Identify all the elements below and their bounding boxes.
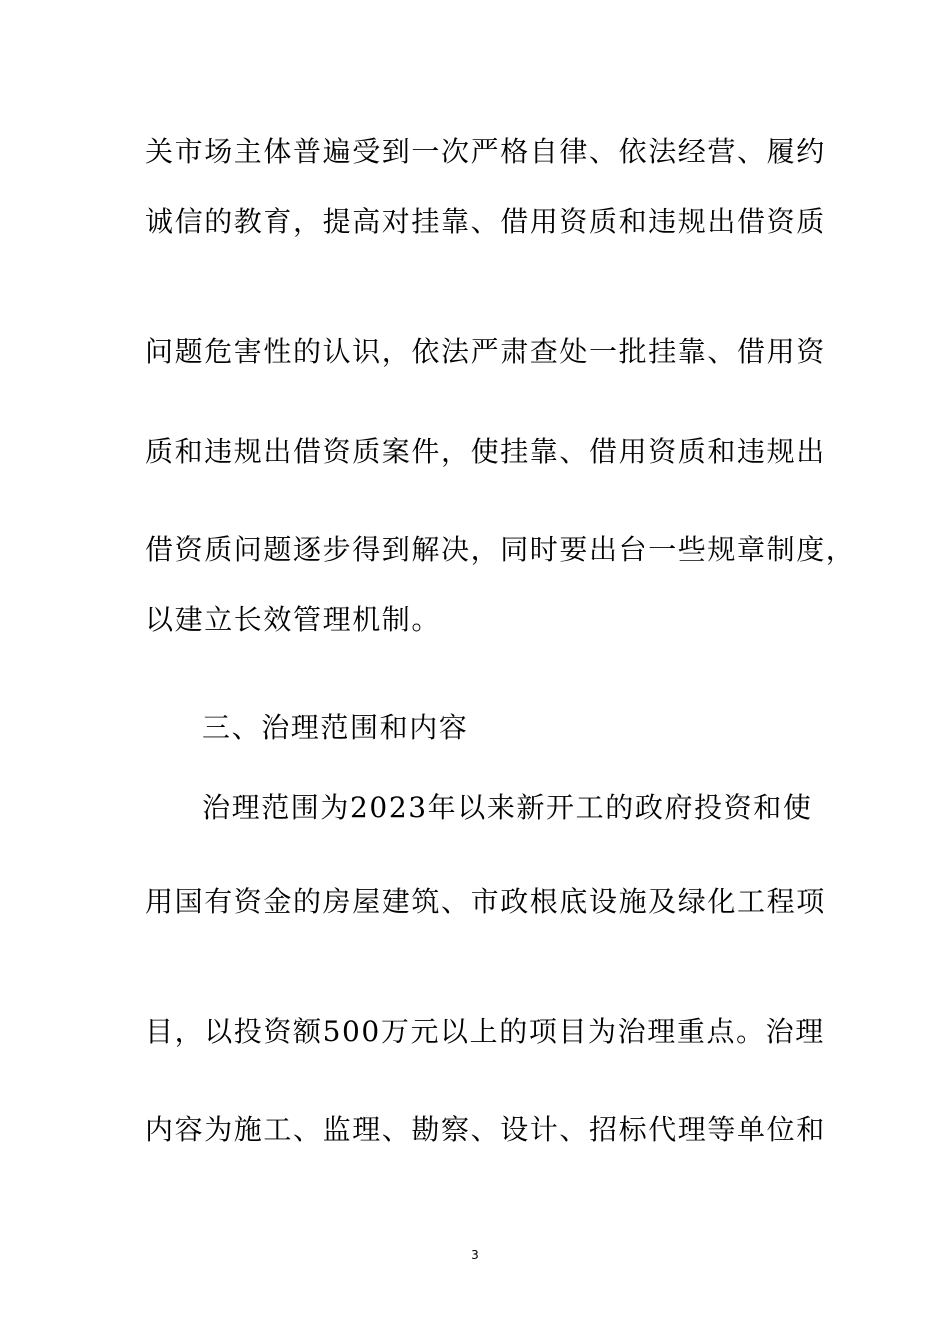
body-text-line: 借资质问题逐步得到解决，同时要出台一些规章制度， xyxy=(145,533,856,566)
body-text-line: 质和违规出借资质案件，使挂靠、借用资质和违规出 xyxy=(145,435,826,468)
body-text-line: 内容为施工、监理、勘察、设计、招标代理等单位和 xyxy=(145,1113,826,1146)
body-text-line: 问题危害性的认识，依法严肃查处一批挂靠、借用资 xyxy=(145,335,826,368)
body-text-line: 目，以投资额500万元以上的项目为治理重点。治理 xyxy=(145,1015,825,1048)
section-heading: 三、治理范围和内容 xyxy=(202,711,469,744)
body-text-line: 治理范围为2023年以来新开工的政府投资和使 xyxy=(202,791,813,824)
body-text-line: 关市场主体普遍受到一次严格自律、依法经营、履约 xyxy=(145,135,826,168)
body-text-line: 用国有资金的房屋建筑、市政根底设施及绿化工程项 xyxy=(145,885,826,918)
body-text-line: 以建立长效管理机制。 xyxy=(145,603,442,636)
body-text-line: 诚信的教育，提高对挂靠、借用资质和违规出借资质 xyxy=(145,205,826,238)
page-number: 3 xyxy=(471,1248,479,1262)
